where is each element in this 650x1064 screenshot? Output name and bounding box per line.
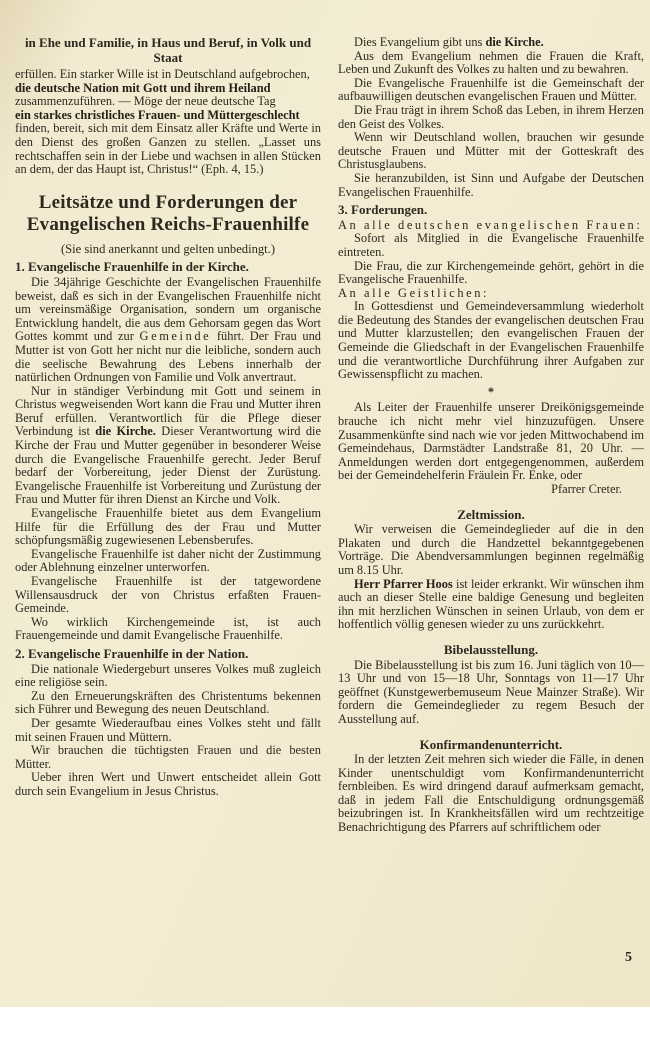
paragraph: Der gesamte Wiederaufbau eines Volkes steht und fällt mit seinen Frauen und Müttern. [15,715,321,744]
paragraph: Evangelische Frauenhilfe ist daher nicht der Zustimmung oder Ablehnung einzelner unterworfen. [15,546,321,575]
intro-text: finden, bereit, sich mit dem Einsatz aller Kräfte und Werte in den Dienst des großen Ganzen zu stellen. „Lasset uns rechtschaffen sein in der Liebe und wachsen in allen Stücken an dem, der das Haupt ist, Christus!“ (Eph. 4, 15.) [15,121,321,177]
paragraph: Sofort als Mitglied in die Evangelische Frauenhilfe eintreten. [338,231,644,259]
subsection-heading-konfirmandenunterricht: Konfirmandenunterricht. [419,736,563,752]
title-subtitle: (Sie sind anerkannt und gelten unbedingt.) [60,241,276,256]
emphasis-die-kirche: die Kirche. [485,35,544,49]
paragraph: Wir verweisen die Gemeindeglieder auf die in den Plakaten und durch die Handzettel bekanntgegebenen Vorträge. Die Abendversammlungen beginnen regelmäßig um 8.15 Uhr. [338,522,644,577]
emphasis-die-kirche: die Kirche. [95,424,156,439]
paragraph-text: führt. Der Frau und Mutter ist von Gott her nicht nur die leibliche, sondern auch die seelische Bewahrung des Lebens innerhalb der natürlichen Ordnungen von Familie und Volk anvertraut. [15,329,321,385]
intro-emphasis-2: ein starkes christliches Frauen- und Müttergeschlecht [15,107,300,122]
paragraph: Sie heranzubilden, ist Sinn und Aufgabe der Deutschen Evangelischen Frauenhilfe. [338,170,644,199]
section-heading-1: 1. Evangelische Frauenhilfe in der Kirche. [15,259,249,275]
paragraph: Die Frau, die zur Kirchengemeinde gehört, gehört in die Evangelische Frauenhilfe. [338,258,644,287]
left-column [15,36,321,799]
page-title-line-2: Evangelischen Reichs-Frauenhilfe [26,213,310,235]
asterisk-separator: * [487,384,495,399]
paragraph: Evangelische Frauenhilfe bietet aus dem Evangelium Hilfe für die Erfüllung des der Frau und Mutter schöpfungsmäßig zugewiesenen Lebensberufes. [15,506,321,548]
section-heading-3: 3. Forderungen. [338,202,428,218]
page-title [15,192,321,236]
page-number: 5 [625,950,632,965]
paragraph [15,276,321,385]
paragraph [15,385,321,507]
intro-text: erfüllen. Ein starker Wille ist in Deutschland aufgebrochen, [15,67,310,81]
emphasis-pfarrer-hoos: Herr Pfarrer Hoos [354,576,453,591]
paragraph-text: ist leider erkrankt. Wir wünschen ihm auch an dieser Stelle eine baldige Genesung und begleiten ihn mit herzlichen Wünschen in seinen Urlaub, von dem er hoffentlich völlig genesen wieder zu uns zurückkehrt. [338,576,645,632]
intro-text: zusammenzuführen. — Möge der neue deutsche Tag [15,94,276,109]
subsection-heading-zeltmission: Zeltmission. [457,506,525,522]
signature: Pfarrer Creter. [551,482,622,496]
call-to-women: An alle deutschen evangelischen Frauen: [338,217,643,232]
paragraph-text: Nur in ständiger Verbindung mit Gott und seinem in Christus wegweisenden Wort kann die Frau und Mutter ihren Beruf erfüllen. Verantwortlich für die Pflege dieser Verbindung ist [15,383,321,439]
paragraph-text: Die 34jährige Geschichte der Evangelischen Frauenhilfe beweist, daß es sich in der Evangelischen Frauenhilfe nicht um vereinsmäßige Organisation, sondern um organische Entwicklung handelt, die aus dem Gehorsam gegen das Wort Gottes kommt und zur [15,274,321,344]
subsection-heading-bibelausstellung: Bibelausstellung. [443,641,539,657]
paragraph: Die Bibelausstellung ist bis zum 16. Juni täglich von 10—13 Uhr und von 15—18 Uhr, Sonntags von 11—17 Uhr geöffnet (Kunstgewerbemuseum Neue Mainzer Straße). Wir fordern die Gemeindeglieder zu regem Besuch der Ausstellung auf. [338,657,644,726]
paragraph [338,36,644,50]
paragraph: In Gottesdienst und Gemeindeversammlung wiederholt die Bedeutung des Standes der evangelischen deutschen Frau und Mutter klarzustellen; den evangelischen Frauen der Gemeinde die Gliedschaft in der Evangelischen Frauenhilfe und die verantwortliche Durchführung ihrer Aufgaben zur Gewissenspflicht zu machen. [338,299,644,382]
paragraph: Zu den Erneuerungskräften des Christentums bekennen sich Führer und Bewegung des neuen Deutschland. [15,688,321,717]
paragraph: Die Frau trägt in ihrem Schoß das Leben, in ihrem Herzen den Geist des Volkes. [338,102,644,131]
paragraph-text: Dies Evangelium gibt uns [354,35,486,49]
paragraph: Aus dem Evangelium nehmen die Frauen die Kraft, Leben und Zukunft des Volkes zu halten und zu bewahren. [338,48,644,77]
intro-emphasis-1: die deutsche Nation mit Gott und ihrem Heiland [15,80,271,95]
paragraph: In der letzten Zeit mehren sich wieder die Fälle, in denen Kinder unentschuldigt vom Konfirmandenunterricht fernbleiben. Es wird dringend darauf aufmerksam gemacht, daß in jedem Fall die Entschuldigung ordnungsgemäß beizubringen ist. In Krankheitsfällen wird um rechtzeitige Benachrichtigung des Pfarrers auf schriftlichem oder [338,752,644,835]
paragraph: Als Leiter der Frauenhilfe unserer Dreikönigsgemeinde brauche ich nicht mehr viel hinzuzufügen. Unsere Zusammenkünfte sind nach wie vor jeden Mittwochabend im Gemeindehaus, Darmstädter Landstraße 81, 20 Uhr. — Anmeldungen werden dort entgegengenommen, außerdem bei der Gemeindehelferin Fräulein Fr. Enke, oder [338,400,644,483]
paragraph: Wir brauchen die tüchtigsten Frauen und die besten Mütter. [15,743,321,771]
intro-paragraph [15,68,321,177]
section-heading-2: 2. Evangelische Frauenhilfe in der Nation. [15,645,249,661]
paragraph: Die Evangelische Frauenhilfe ist die Gemeinschaft der aufbauwilligen deutschen evangelischen Frauen und Mütter. [338,75,644,104]
paragraph: Wenn wir Deutschland wollen, brauchen wir gesunde deutsche Frauen und Mütter mit der Gotteskraft des Christusglaubens. [338,130,644,172]
running-heading: in Ehe und Familie, in Haus und Beruf, in Volk und Staat [24,35,312,65]
paragraph [338,578,644,632]
right-column [338,36,644,835]
paragraph: Evangelische Frauenhilfe ist der tatgewordene Willensausdruck der von Christus erfaßten Frauen-Gemeinde. [15,574,321,616]
paragraph: Die nationale Wiedergeburt unseres Volkes muß zugleich eine religiöse sein. [15,661,321,690]
page-title-line-1: Leitsätze und Forderungen der [38,191,298,213]
emphasis-spaced-gemeinde: Gemeinde [139,329,212,344]
paragraph-text: Dieser Verantwortung wird die Kirche der Frau und Mutter gegenüber in besonderer Weise durch die Evangelische Frauenhilfe gerecht. Jeder Beruf bedarf der Vorbereitung, jeder Dienst der Zurüstung. Evangelische Frauenhilfe ist Vorbereitung und Zurüstung der Frau und Mutter für ihren Dienst an Kirche und Volk. [15,424,321,507]
call-to-clergy: An alle Geistlichen: [338,285,490,300]
paragraph: Wo wirklich Kirchengemeinde ist, ist auch Frauengemeinde und damit Evangelische Frauenhilfe. [15,614,321,643]
paragraph: Ueber ihren Wert und Unwert entscheidet allein Gott durch sein Evangelium in Jesus Christus. [15,770,321,798]
